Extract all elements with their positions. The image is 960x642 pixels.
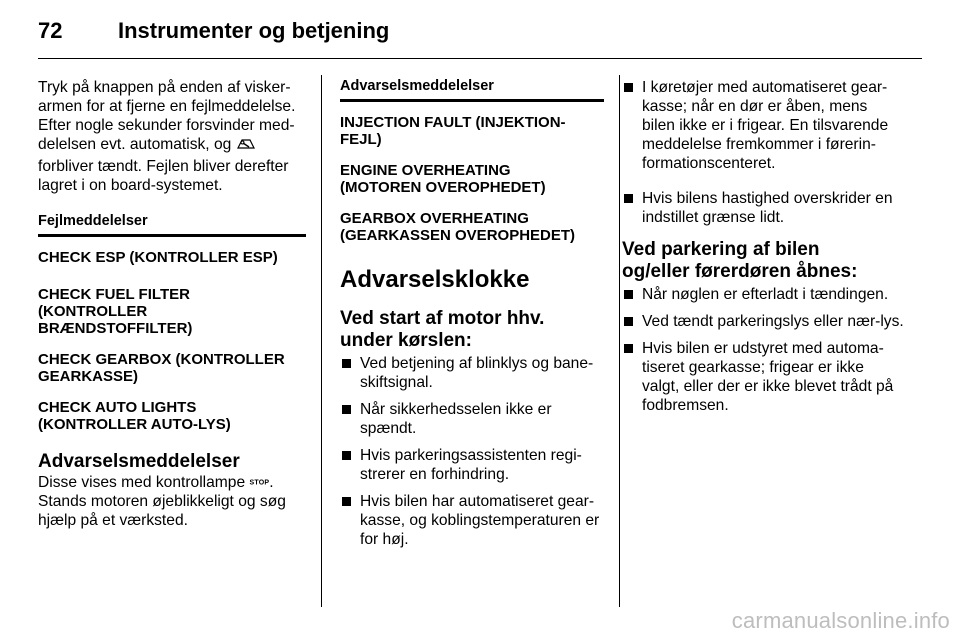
intro-paragraph bbox=[38, 78, 306, 195]
section-heading-warning-chime: Advarselsklokke bbox=[340, 266, 530, 293]
bullet-icon bbox=[624, 194, 633, 203]
bullet-icon bbox=[624, 317, 633, 326]
watermark: carmanualsonline.info bbox=[731, 608, 950, 633]
subheading-engine-start: Ved start af motor hhv. under kørslen: bbox=[340, 308, 545, 351]
list-item bbox=[622, 189, 904, 227]
column-divider-1 bbox=[321, 75, 322, 607]
list-item bbox=[622, 339, 904, 415]
bullet-icon bbox=[342, 451, 351, 460]
list-item bbox=[340, 492, 604, 549]
list-item-text: Når nøglen er efterladt i tændingen. bbox=[642, 286, 889, 303]
list-item-text: Hvis bilens hastighed overskrider en indstillet grænse lidt. bbox=[642, 190, 893, 226]
page-number: 72 bbox=[38, 18, 63, 43]
message-item: CHECK ESP (KONTROLLER ESP) bbox=[38, 249, 278, 266]
bullet-icon bbox=[342, 497, 351, 506]
page-header bbox=[38, 18, 920, 62]
list-item bbox=[340, 446, 604, 484]
message-item: CHECK FUEL FILTER (KONTROLLER BRÆNDSTOFFILTER) bbox=[38, 286, 193, 337]
list-item bbox=[340, 354, 604, 392]
wrench-car-icon bbox=[236, 136, 256, 157]
list-item-text: I køretøjer med automatiseret gear-kasse; når en dør er åben, mens bilen ikke er i frigear. En tilsvarende meddelelse fremkommer i førerin-formationscenteret. bbox=[642, 79, 889, 172]
bullet-icon bbox=[342, 359, 351, 368]
column-divider-2 bbox=[619, 75, 620, 607]
subheading-parking: Ved parkering af bilen og/eller førerdøren åbnes: bbox=[622, 239, 858, 282]
list-item-text: Hvis bilen har automatiseret gear-kasse, og koblingstemperaturen er for høj. bbox=[360, 493, 600, 548]
stop-icon: STOP bbox=[249, 479, 270, 487]
bullet-list bbox=[622, 285, 904, 415]
list-item bbox=[622, 312, 904, 331]
page-title: Instrumenter og betjening bbox=[118, 18, 390, 43]
message-item: CHECK AUTO LIGHTS (KONTROLLER AUTO-LYS) bbox=[38, 399, 231, 433]
warning-text-2: . Stands motoren øjeblikkeligt og søg hjælp på et værksted. bbox=[38, 474, 286, 530]
list-item bbox=[340, 400, 604, 438]
list-item-text: Ved tændt parkeringslys eller nær-lys. bbox=[642, 313, 904, 330]
warning-paragraph bbox=[38, 473, 306, 530]
list-item-text: Når sikkerhedsselen ikke er spændt. bbox=[360, 401, 552, 437]
bullet-list bbox=[622, 78, 904, 227]
section-label-error-messages: Fejlmeddelelser bbox=[38, 213, 306, 237]
bullet-list bbox=[340, 354, 604, 549]
message-item: INJECTION FAULT (INJEKTION-FEJL) bbox=[340, 114, 566, 148]
message-item: ENGINE OVERHEATING (MOTOREN OVEROPHEDET) bbox=[340, 162, 546, 196]
list-item-text: Hvis bilen er udstyret med automa-tiseret gearkasse; frigear er ikke valgt, eller der er ikke blevet trådt på fodbremsen. bbox=[642, 340, 894, 414]
bullet-icon bbox=[624, 290, 633, 299]
section-label-warning-messages: Advarselsmeddelelser bbox=[340, 78, 604, 102]
bullet-icon bbox=[624, 83, 633, 92]
column-1 bbox=[38, 78, 306, 530]
column-2 bbox=[340, 78, 604, 557]
message-item: GEARBOX OVERHEATING (GEARKASSEN OVEROPHEDET) bbox=[340, 210, 576, 244]
list-item bbox=[622, 78, 904, 173]
bullet-icon bbox=[342, 405, 351, 414]
intro-text-1: Tryk på knappen på enden af visker-armen for at fjerne en fejlmeddelelse. Efter nogle sekunder forsvinder med-delelsen evt. automatisk, og bbox=[38, 79, 296, 153]
warning-text-1: Disse vises med kontrollampe bbox=[38, 474, 246, 491]
header-divider bbox=[38, 58, 922, 59]
message-item: CHECK GEARBOX (KONTROLLER GEARKASSE) bbox=[38, 351, 285, 385]
list-item-text: Hvis parkeringsassistenten regi-strerer en forhindring. bbox=[360, 447, 582, 483]
list-item bbox=[622, 285, 904, 304]
section-heading-warning-messages: Advarselsmeddelelser bbox=[38, 451, 240, 472]
intro-text-2: forbliver tændt. Fejlen bliver derefter lagret i on board-systemet. bbox=[38, 158, 289, 194]
list-item-text: Ved betjening af blinklys og bane-skiftsignal. bbox=[360, 355, 594, 391]
bullet-icon bbox=[624, 344, 633, 353]
column-3 bbox=[622, 78, 904, 423]
